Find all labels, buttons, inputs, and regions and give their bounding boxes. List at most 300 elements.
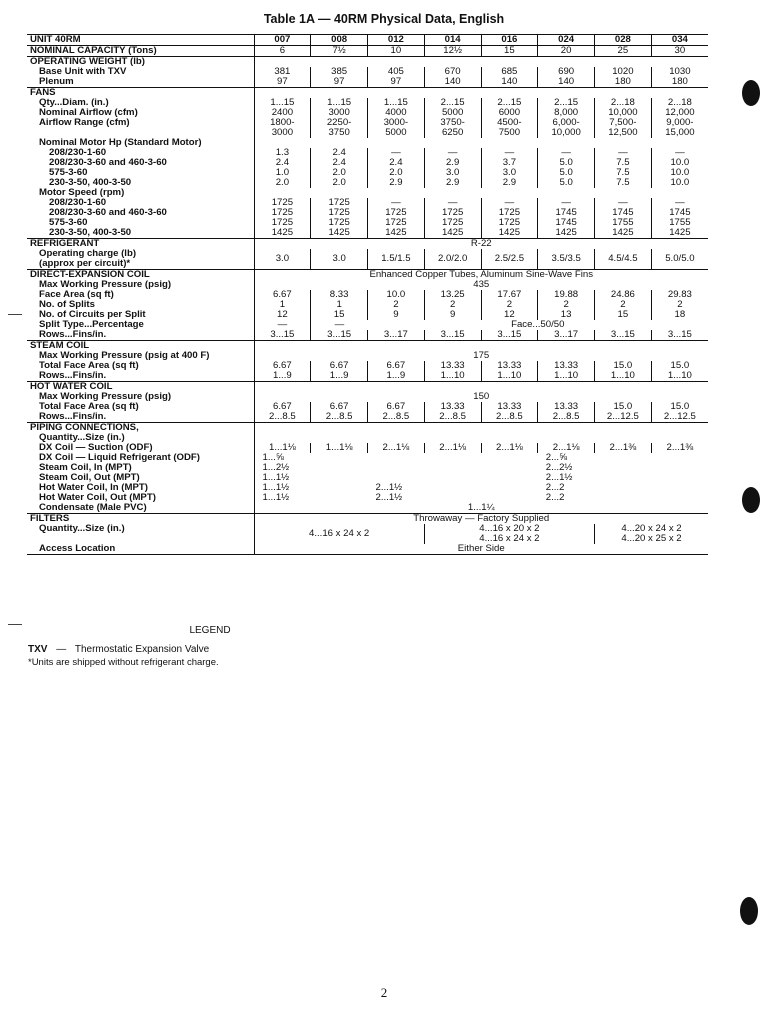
value-cell: 2...1½ — [545, 473, 573, 483]
value-cell: 1...9 — [311, 371, 368, 382]
table-row — [27, 228, 708, 239]
value-cell: — — [424, 148, 481, 158]
value-cell: — — [651, 148, 708, 158]
value-cell: 15.0 — [595, 361, 652, 371]
row-label: Total Face Area (sq ft) — [27, 361, 254, 371]
legend-abbr: TXV — [28, 644, 48, 655]
row-label: No. of Circuits per Split — [27, 310, 254, 320]
value-cell: 1425 — [368, 228, 425, 239]
blank-cell — [424, 493, 538, 503]
value-cell: 7.5 — [595, 158, 652, 168]
row-label: 230-3-50, 400-3-50 — [27, 228, 254, 239]
margin-mark — [8, 314, 22, 315]
table-row — [27, 514, 708, 525]
value-cell: 1725 — [481, 208, 538, 218]
value-cell: 1755 — [651, 218, 708, 228]
value-cell: 1...15 — [311, 98, 368, 108]
value-cell: 20 — [538, 46, 595, 57]
value-cell — [424, 118, 481, 138]
value-cell: 3.5/3.5 — [538, 249, 595, 270]
legend-heading: LEGEND — [189, 625, 231, 636]
value-cell: 1...15 — [254, 98, 311, 108]
value-cell — [595, 118, 652, 138]
value-cell: 13.33 — [481, 402, 538, 412]
row-label: Access Location — [27, 544, 254, 555]
row-label: Rows...Fins/in. — [27, 412, 254, 423]
value-cell: 3...15 — [311, 330, 368, 341]
value-cell: 3.0 — [254, 249, 311, 270]
value-cell: 1425 — [311, 228, 368, 239]
range-low: 4500- — [497, 118, 522, 128]
range-high: 15,000 — [665, 127, 695, 138]
table-row — [27, 198, 708, 208]
row-label: No. of Splits — [27, 300, 254, 310]
value-cell: 1745 — [538, 218, 595, 228]
value-cell: 1...1½ — [262, 483, 290, 493]
column-header: 007 — [254, 35, 311, 46]
value-cell: 1755 — [595, 218, 652, 228]
value-cell: 5000 — [424, 108, 481, 118]
value-cell: 3.7 — [481, 158, 538, 168]
column-header: 024 — [538, 35, 595, 46]
value-cell — [538, 118, 595, 138]
row-label: Motor Speed (rpm) — [27, 188, 254, 198]
span-cell: Either Side — [254, 544, 708, 555]
row-label: 208/230-1-60 — [27, 148, 254, 158]
value-cell: 24.86 — [595, 290, 652, 300]
value-cell: 1725 — [424, 218, 481, 228]
value-cell: 1725 — [254, 198, 311, 208]
value-cell: 2.0 — [311, 178, 368, 188]
value-cell: — — [595, 198, 652, 208]
value-cell: 4...16 x 24 x 2 — [308, 528, 370, 539]
row-label: 575-3-60 — [27, 168, 254, 178]
row-label — [27, 249, 254, 270]
value-cell: 13.33 — [538, 361, 595, 371]
value-cell: 97 — [254, 77, 311, 88]
table-row — [27, 483, 708, 493]
value-cell: 10.0 — [368, 290, 425, 300]
table-row — [27, 453, 708, 463]
value-cell: 1425 — [651, 228, 708, 239]
value-cell: 2...18 — [651, 98, 708, 108]
row-label: FANS — [27, 88, 254, 99]
value-cell: 1725 — [481, 218, 538, 228]
value-cell: 2.0 — [311, 168, 368, 178]
value-cell — [424, 524, 594, 544]
value-cell: 8.33 — [311, 290, 368, 300]
value-cell: 13.33 — [424, 402, 481, 412]
value-cell: 1 — [311, 300, 368, 310]
margin-mark — [8, 624, 22, 625]
value-cell: 1...1⅛ — [311, 443, 368, 453]
value-cell: 670 — [424, 67, 481, 77]
value-cell: 3.0 — [424, 168, 481, 178]
value-cell: 2...12.5 — [651, 412, 708, 423]
value-cell: 2...8.5 — [311, 412, 368, 423]
table-row — [27, 249, 708, 270]
row-label: DX Coil — Suction (ODF) — [27, 443, 254, 453]
value-cell: 405 — [368, 67, 425, 77]
value-cell — [651, 118, 708, 138]
span-cell: 435 — [473, 280, 490, 290]
value-cell: 2...2 — [545, 483, 565, 493]
value-cell: 2 — [368, 300, 425, 310]
table-row — [27, 270, 708, 281]
value-cell: 97 — [368, 77, 425, 88]
value-cell: 2...15 — [538, 98, 595, 108]
value-cell: 12,000 — [651, 108, 708, 118]
row-label: Split Type...Percentage — [27, 320, 254, 330]
value-cell: 30 — [651, 46, 708, 57]
physical-data-table — [27, 34, 708, 555]
value-cell: 1020 — [595, 67, 652, 77]
table-row — [27, 371, 708, 382]
value-cell: 15 — [595, 310, 652, 320]
table-row — [27, 67, 708, 77]
value-cell: 1725 — [254, 218, 311, 228]
row-label: Quantity...Size (in.) — [27, 524, 254, 544]
blank-cell — [368, 473, 538, 483]
value-cell: 1 — [254, 300, 311, 310]
range-high: 7500 — [498, 127, 521, 138]
table-row — [27, 168, 708, 178]
table-row — [27, 503, 708, 514]
row-label: DX Coil — Liquid Refrigerant (ODF) — [27, 453, 254, 463]
binder-hole-bottom — [740, 897, 758, 925]
value-cell: 685 — [481, 67, 538, 77]
row-label: Base Unit with TXV — [27, 67, 254, 77]
row-label: 575-3-60 — [27, 218, 254, 228]
row-label: Max Working Pressure (psig) — [27, 392, 254, 402]
row-label: Rows...Fins/in. — [27, 371, 254, 382]
row-label: Airflow Range (cfm) — [27, 118, 254, 138]
value-cell: 2.0 — [368, 168, 425, 178]
value-cell: 2...8.5 — [368, 412, 425, 423]
binder-hole-top — [742, 80, 760, 106]
row-label: Hot Water Coil, Out (MPT) — [27, 493, 254, 503]
value-cell: 2.4 — [254, 158, 311, 168]
value-cell: 6.67 — [254, 361, 311, 371]
table-title: Table 1A — 40RM Physical Data, English — [263, 12, 505, 26]
value-cell: 10.0 — [651, 158, 708, 168]
value-cell: 1725 — [311, 218, 368, 228]
value-cell: 10.0 — [651, 178, 708, 188]
filter-size: 4...20 x 25 x 2 — [621, 533, 682, 544]
range-low: 1800- — [270, 118, 295, 128]
column-header: 028 — [595, 35, 652, 46]
value-cell: 6.67 — [254, 402, 311, 412]
value-cell: 1725 — [368, 208, 425, 218]
table-row — [27, 138, 708, 148]
value-cell: 1...1½ — [262, 473, 290, 483]
table-row — [27, 158, 708, 168]
value-cell: 180 — [651, 77, 708, 88]
value-cell: 13.33 — [538, 402, 595, 412]
value-cell: 2...1⅛ — [481, 443, 538, 453]
blank-cell — [368, 463, 538, 473]
value-cell: 2...18 — [595, 98, 652, 108]
row-label: FILTERS — [27, 514, 254, 525]
value-cell: 13.33 — [481, 361, 538, 371]
value-cell: — — [481, 198, 538, 208]
value-cell: 2 — [424, 300, 481, 310]
value-cell: 3...15 — [254, 330, 311, 341]
value-cell: 25 — [595, 46, 652, 57]
value-cell: — — [651, 198, 708, 208]
value-cell: 2...2 — [545, 493, 565, 503]
range-low: 6,000- — [552, 118, 580, 128]
value-cell: 1725 — [254, 208, 311, 218]
span-cell: 150 — [473, 392, 490, 402]
value-cell: 2.0/2.0 — [424, 249, 481, 270]
value-cell: 15.0 — [595, 402, 652, 412]
value-cell: 10,000 — [595, 108, 652, 118]
value-cell: — — [481, 148, 538, 158]
value-cell: 6.67 — [311, 361, 368, 371]
value-cell: 12 — [481, 310, 538, 320]
value-cell: 1...10 — [651, 371, 708, 382]
range-high: 5000 — [385, 127, 407, 138]
value-cell: 2.0 — [254, 178, 311, 188]
blank-cell — [254, 433, 708, 443]
value-cell: 4.5/4.5 — [595, 249, 652, 270]
value-cell: 2...1⅜ — [651, 443, 708, 453]
row-label: DIRECT-EXPANSION COIL — [27, 270, 254, 281]
value-cell: 2...1⅜ — [595, 443, 652, 453]
value-cell: 2...8.5 — [538, 412, 595, 423]
value-cell: 1725 — [311, 208, 368, 218]
value-cell: 1.5/1.5 — [368, 249, 425, 270]
blank-cell — [254, 88, 708, 99]
table-row — [27, 77, 708, 88]
value-cell: — — [424, 198, 481, 208]
range-high: 12,500 — [608, 127, 638, 138]
value-cell: 2 — [481, 300, 538, 310]
value-cell: 10 — [368, 46, 425, 57]
filter-size: 4...16 x 24 x 2 — [479, 533, 540, 544]
value-cell: 140 — [481, 77, 538, 88]
blank-cell — [254, 57, 708, 68]
value-cell: 1030 — [651, 67, 708, 77]
table-row — [27, 412, 708, 423]
row-label: Condensate (Male PVC) — [27, 503, 254, 514]
span-cell: R-22 — [254, 239, 708, 250]
value-cell: 140 — [424, 77, 481, 88]
value-cell: 1...9 — [254, 371, 311, 382]
table-row — [27, 239, 708, 250]
value-cell: 1725 — [424, 208, 481, 218]
table-row — [27, 544, 708, 555]
value-cell: 9 — [424, 310, 481, 320]
row-label: Hot Water Coil, In (MPT) — [27, 483, 254, 493]
blank-cell — [368, 453, 538, 463]
legend-dash: — — [56, 644, 67, 655]
value-cell: 2 — [651, 300, 708, 310]
blank-cell — [254, 138, 708, 148]
value-cell: 15.0 — [651, 402, 708, 412]
row-label: OPERATING WEIGHT (lb) — [27, 57, 254, 68]
value-cell: 1745 — [651, 208, 708, 218]
range-high: 6250 — [441, 127, 464, 138]
table-row — [27, 208, 708, 218]
table-row — [27, 108, 708, 118]
span-cell: Face...50/50 — [511, 320, 565, 330]
table-row — [27, 524, 708, 544]
filter-size: 4...20 x 24 x 2 — [621, 524, 682, 534]
legend-definition — [28, 644, 209, 655]
value-cell: 1...15 — [368, 98, 425, 108]
value-cell: 1...10 — [595, 371, 652, 382]
value-cell: 2.9 — [481, 178, 538, 188]
value-cell: 2...1⅛ — [368, 443, 425, 453]
footnote: *Units are shipped without refrigerant charge. — [28, 657, 219, 668]
value-cell: — — [538, 198, 595, 208]
row-label: Quantity...Size (in.) — [27, 433, 254, 443]
row-label: STEAM COIL — [27, 341, 254, 352]
value-cell: 381 — [254, 67, 311, 77]
table-row — [27, 310, 708, 320]
value-cell — [595, 524, 709, 544]
range-low: 3000- — [383, 118, 409, 128]
value-cell: 13.25 — [424, 290, 481, 300]
value-cell: 1.3 — [254, 148, 311, 158]
range-high: 3750 — [328, 127, 350, 138]
value-cell: 15 — [311, 310, 368, 320]
value-cell: 2 — [595, 300, 652, 310]
value-cell: 1425 — [424, 228, 481, 239]
value-cell: 12 — [254, 310, 311, 320]
value-cell: 2400 — [254, 108, 311, 118]
row-label: 230-3-50, 400-3-50 — [27, 178, 254, 188]
table-row — [27, 392, 708, 402]
value-cell: 4000 — [368, 108, 425, 118]
table-row — [27, 46, 708, 57]
table-row — [27, 178, 708, 188]
blank-cell — [254, 382, 708, 393]
value-cell: 19.88 — [538, 290, 595, 300]
span-cell: 175 — [473, 351, 490, 361]
row-label: Max Working Pressure (psig) — [27, 280, 254, 290]
value-cell: 13.33 — [424, 361, 481, 371]
value-cell: 140 — [538, 77, 595, 88]
value-cell: 18 — [651, 310, 708, 320]
value-cell — [311, 118, 368, 138]
table-row — [27, 433, 708, 443]
value-cell: 1...2½ — [262, 463, 290, 473]
value-cell: 5.0 — [538, 158, 595, 168]
row-label: Steam Coil, Out (MPT) — [27, 473, 254, 483]
table-row — [27, 35, 708, 46]
range-low: 9,000- — [666, 118, 694, 128]
value-cell: 2...⅝ — [545, 453, 568, 463]
table-row — [27, 280, 708, 290]
value-cell: 6.67 — [368, 361, 425, 371]
table-row — [27, 402, 708, 412]
range-low: 3750- — [440, 118, 465, 128]
table-row — [27, 118, 708, 138]
span-cell: Throwaway — Factory Supplied — [254, 514, 708, 525]
value-cell: 7.5 — [595, 178, 652, 188]
column-header: 008 — [311, 35, 368, 46]
value-cell — [368, 118, 425, 138]
table-row — [27, 330, 708, 341]
table-row — [27, 98, 708, 108]
value-cell: 17.67 — [481, 290, 538, 300]
value-cell: 13 — [538, 310, 595, 320]
column-header: 016 — [481, 35, 538, 46]
table-row — [27, 341, 708, 352]
row-label: Total Face Area (sq ft) — [27, 402, 254, 412]
value-cell: 6000 — [481, 108, 538, 118]
column-header: 012 — [368, 35, 425, 46]
value-cell: 2...1⅛ — [538, 443, 595, 453]
value-cell: 1725 — [368, 218, 425, 228]
value-cell: — — [311, 320, 368, 330]
value-cell: 2...2½ — [545, 463, 573, 473]
filter-size: 4...16 x 20 x 2 — [479, 524, 540, 534]
value-cell: 2...15 — [424, 98, 481, 108]
value-cell: 2.4 — [311, 148, 368, 158]
table-row — [27, 493, 708, 503]
table-row — [27, 218, 708, 228]
value-cell: — — [595, 148, 652, 158]
row-label: PIPING CONNECTIONS, — [27, 423, 254, 434]
value-cell: 5.0/5.0 — [651, 249, 708, 270]
range-low: 2250- — [326, 118, 352, 128]
value-cell: 2...8.5 — [481, 412, 538, 423]
binder-hole-middle — [742, 487, 760, 513]
value-cell: 385 — [311, 67, 368, 77]
column-header: 034 — [651, 35, 708, 46]
value-cell — [481, 118, 538, 138]
table-row — [27, 148, 708, 158]
row-label: Steam Coil, In (MPT) — [27, 463, 254, 473]
value-cell: — — [254, 320, 311, 330]
value-cell: 3000 — [311, 108, 368, 118]
row-label: Plenum — [27, 77, 254, 88]
value-cell: 15 — [481, 46, 538, 57]
value-cell: 29.83 — [651, 290, 708, 300]
value-cell: 1...10 — [424, 371, 481, 382]
range-low: 7,500- — [609, 118, 637, 128]
table-row — [27, 300, 708, 310]
value-cell: 10.0 — [651, 168, 708, 178]
span-cell: 1...1¼ — [467, 503, 495, 513]
value-cell: 1...1⅛ — [254, 443, 311, 453]
value-cell: 2.9 — [424, 178, 481, 188]
table-row — [27, 351, 708, 361]
value-cell: 1745 — [595, 208, 652, 218]
value-cell: 1425 — [254, 228, 311, 239]
value-cell: 3...15 — [651, 330, 708, 341]
row-label: HOT WATER COIL — [27, 382, 254, 393]
value-cell: 180 — [595, 77, 652, 88]
row-label: REFRIGERANT — [27, 239, 254, 250]
value-cell: 2.9 — [368, 178, 425, 188]
value-cell: 2...15 — [481, 98, 538, 108]
row-label: Face Area (sq ft) — [27, 290, 254, 300]
table-row — [27, 463, 708, 473]
value-cell: 2...8.5 — [254, 412, 311, 423]
value-cell: 1425 — [481, 228, 538, 239]
table-row — [27, 382, 708, 393]
table-row — [27, 443, 708, 453]
value-cell: 3.0 — [481, 168, 538, 178]
value-cell: 2 — [538, 300, 595, 310]
value-cell: 2...1⅛ — [424, 443, 481, 453]
value-cell: 1425 — [538, 228, 595, 239]
